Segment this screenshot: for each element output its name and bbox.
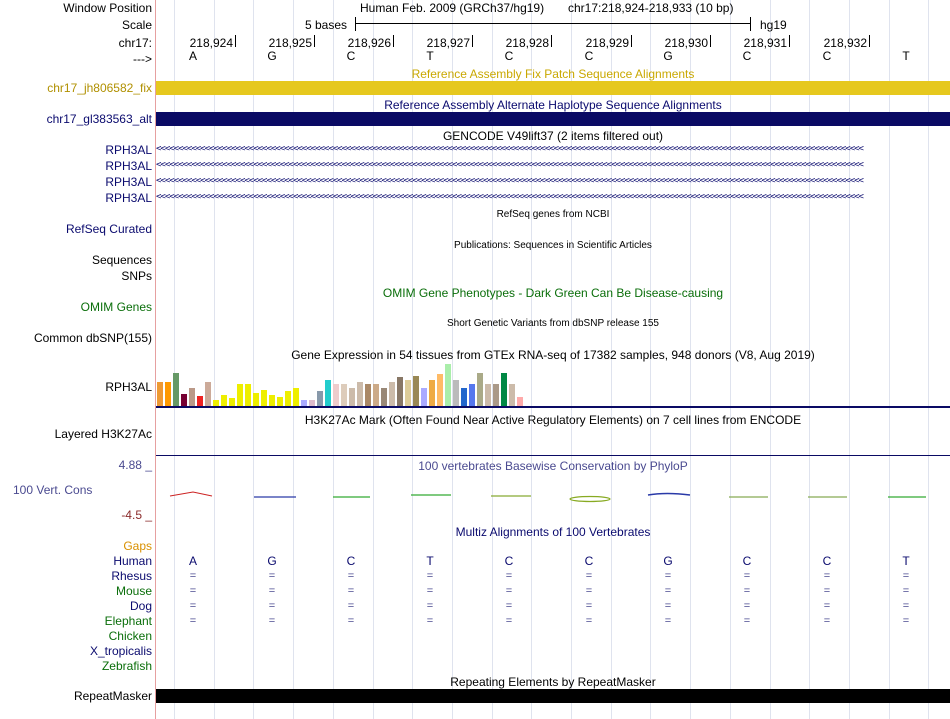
- gtex-tissue-bar[interactable]: [221, 395, 227, 406]
- alignment-match: =: [426, 615, 434, 627]
- species-label[interactable]: Elephant: [104, 614, 152, 628]
- ruler-tick: [631, 35, 632, 47]
- position-info: chr17:218,924-218,933 (10 bp): [568, 1, 734, 15]
- gtex-tissue-bar[interactable]: [205, 382, 211, 406]
- alt-haplo-bar[interactable]: [156, 112, 950, 126]
- alignment-match: =: [743, 570, 751, 582]
- h3k27ac-title: H3K27Ac Mark (Often Found Near Active Regulatory Elements) on 7 cell lines from ENCODE: [304, 413, 802, 427]
- scale-bar-right-tick: [750, 17, 751, 31]
- gtex-tissue-bar[interactable]: [357, 382, 363, 406]
- gtex-title: Gene Expression in 54 tissues from GTEx RNA-seq of 17382 samples, 948 donors (V8, Aug 2019): [291, 348, 815, 362]
- gtex-tissue-bar[interactable]: [293, 388, 299, 406]
- scale-bar: [355, 23, 751, 24]
- multiz-gaps-label: Gaps: [123, 539, 152, 553]
- human-base: T: [902, 554, 910, 568]
- ruler-tick: [472, 35, 473, 47]
- dbsnp-label[interactable]: Common dbSNP(155): [33, 331, 152, 345]
- gtex-baseline: [156, 406, 950, 408]
- alt-haplo-title: Reference Assembly Alternate Haplotype Sequence Alignments: [384, 98, 722, 112]
- refseq-title: RefSeq genes from NCBI: [496, 209, 610, 220]
- alignment-match: =: [902, 585, 910, 597]
- ruler-base: C: [504, 49, 514, 63]
- human-base: C: [504, 554, 514, 568]
- alignment-match: =: [902, 600, 910, 612]
- gencode-gene-label[interactable]: RPH3AL: [105, 143, 152, 157]
- phylop-min-label: -4.5 _: [121, 508, 152, 522]
- alignment-match: =: [268, 600, 276, 612]
- ruler-tick: [235, 35, 236, 47]
- alignment-match: =: [823, 585, 831, 597]
- gtex-tissue-bar[interactable]: [317, 391, 323, 406]
- alignment-match: =: [505, 585, 513, 597]
- gencode-transcript[interactable]: <<<<<<<<<<<<<<<<<<<<<<<<<<<<<<<<<<<<<<<<<<<<<<<<<<<<<<<<<<<<<<<<<<<<<<<<<<<<<<<<<<<<<<<<<<<<<<<<<<<<<<<<<<<<<<<<<<<<<<<<<<<<<<<<<<<<<<<<<<<<<<<<<<<<<<<<<<<<<<<<: [156, 176, 863, 186]
- gtex-tissue-bar[interactable]: [173, 373, 179, 406]
- gencode-title: GENCODE V49lift37 (2 items filtered out): [442, 129, 664, 143]
- phylop-segment-g2: [648, 494, 690, 496]
- phylop-max-label: 4.88 _: [118, 458, 152, 472]
- alignment-match: =: [823, 570, 831, 582]
- multiz-title: Multiz Alignments of 100 Vertebrates: [455, 525, 651, 539]
- alignment-match: =: [189, 600, 197, 612]
- alignment-match: =: [189, 615, 197, 627]
- gtex-tissue-bar[interactable]: [157, 382, 163, 406]
- gtex-tissue-bar[interactable]: [229, 398, 235, 406]
- phylop-graph[interactable]: [156, 482, 950, 506]
- omim-title: OMIM Gene Phenotypes - Dark Green Can Be Disease-causing: [382, 286, 724, 300]
- gtex-tissue-bar[interactable]: [269, 395, 275, 406]
- ruler-tick: [393, 35, 394, 47]
- gencode-transcript[interactable]: <<<<<<<<<<<<<<<<<<<<<<<<<<<<<<<<<<<<<<<<<<<<<<<<<<<<<<<<<<<<<<<<<<<<<<<<<<<<<<<<<<<<<<<<<<<<<<<<<<<<<<<<<<<<<<<<<<<<<<<<<<<<<<<<<<<<<<<<<<<<<<<<<<<<<<<<<<<<<<<<: [156, 144, 863, 154]
- phylop-label[interactable]: 100 Vert. Cons: [13, 483, 93, 497]
- gtex-tissue-bar[interactable]: [445, 364, 451, 406]
- gencode-gene-label[interactable]: RPH3AL: [105, 159, 152, 173]
- species-label[interactable]: Zebrafish: [101, 659, 152, 673]
- human-base: C: [346, 554, 356, 568]
- gtex-tissue-bar[interactable]: [429, 380, 435, 406]
- phylop-segment-c3: [570, 497, 610, 502]
- human-base: T: [426, 554, 434, 568]
- fix-patch-label[interactable]: chr17_jh806582_fix: [47, 81, 152, 95]
- ruler-base: G: [663, 49, 673, 63]
- alignment-match: =: [268, 570, 276, 582]
- window-position-label: Window Position: [63, 1, 152, 15]
- gencode-transcript[interactable]: <<<<<<<<<<<<<<<<<<<<<<<<<<<<<<<<<<<<<<<<<<<<<<<<<<<<<<<<<<<<<<<<<<<<<<<<<<<<<<<<<<<<<<<<<<<<<<<<<<<<<<<<<<<<<<<<<<<<<<<<<<<<<<<<<<<<<<<<<<<<<<<<<<<<<<<<<<<<<<<<: [156, 192, 863, 202]
- gtex-tissue-bar[interactable]: [509, 384, 515, 406]
- gtex-tissue-bar[interactable]: [389, 382, 395, 406]
- alignment-match: =: [585, 570, 593, 582]
- gtex-tissue-bar[interactable]: [517, 397, 523, 406]
- gtex-tissue-bar[interactable]: [437, 374, 443, 406]
- gtex-tissue-bar[interactable]: [397, 377, 403, 406]
- alignment-match: =: [585, 600, 593, 612]
- gtex-tissue-bar[interactable]: [245, 384, 251, 406]
- gtex-tissue-bar[interactable]: [485, 384, 491, 406]
- gtex-tissue-bar[interactable]: [189, 388, 195, 406]
- gtex-tissue-bar[interactable]: [285, 391, 291, 406]
- publications-sequences-label[interactable]: Sequences: [91, 253, 152, 267]
- phylop-title: 100 vertebrates Basewise Conservation by PhyloP: [418, 459, 688, 473]
- gencode-gene-label[interactable]: RPH3AL: [105, 175, 152, 189]
- gtex-tissue-bar[interactable]: [413, 376, 419, 406]
- human-base: A: [188, 554, 197, 568]
- human-base: C: [742, 554, 752, 568]
- gtex-tissue-bar[interactable]: [501, 373, 507, 406]
- assembly-info: Human Feb. 2009 (GRCh37/hg19): [360, 1, 545, 15]
- alignment-match: =: [426, 600, 434, 612]
- alignment-match: =: [268, 615, 276, 627]
- ruler-base: C: [822, 49, 832, 63]
- alignment-match: =: [189, 585, 197, 597]
- gtex-tissue-bar[interactable]: [333, 384, 339, 406]
- species-label[interactable]: Rhesus: [111, 569, 152, 583]
- ruler-base: C: [742, 49, 752, 63]
- alignment-match: =: [347, 615, 355, 627]
- chrom-label: chr17:: [118, 36, 152, 50]
- gencode-gene-label[interactable]: RPH3AL: [105, 191, 152, 205]
- ruler-base: A: [188, 49, 197, 63]
- gtex-tissue-bar[interactable]: [421, 388, 427, 406]
- alignment-match: =: [664, 585, 672, 597]
- fix-patch-title: Reference Assembly Fix Patch Sequence Alignments: [411, 67, 695, 81]
- gtex-tissue-bar[interactable]: [493, 384, 499, 406]
- ruler-base: C: [346, 49, 356, 63]
- ruler-coordinate: 218,931: [743, 36, 787, 50]
- human-base: C: [584, 554, 594, 568]
- gtex-tissue-bar[interactable]: [405, 380, 411, 406]
- alignment-match: =: [743, 600, 751, 612]
- refseq-label[interactable]: RefSeq Curated: [65, 222, 152, 236]
- gtex-gene-label[interactable]: RPH3AL: [105, 380, 152, 394]
- gtex-tissue-bar[interactable]: [261, 390, 267, 406]
- alignment-match: =: [664, 615, 672, 627]
- ruler-coordinate: 218,932: [823, 36, 867, 50]
- ruler-tick: [710, 35, 711, 47]
- ruler-base: T: [902, 49, 910, 63]
- alignment-match: =: [189, 570, 197, 582]
- species-label[interactable]: X_tropicalis: [89, 644, 152, 658]
- gtex-tissue-bar[interactable]: [253, 393, 259, 406]
- scale-text: 5 bases: [305, 18, 348, 32]
- alignment-match: =: [505, 600, 513, 612]
- gtex-tissue-bar[interactable]: [165, 382, 171, 406]
- alignment-match: =: [505, 570, 513, 582]
- alignment-match: =: [347, 585, 355, 597]
- alignment-match: =: [585, 615, 593, 627]
- human-base: G: [663, 554, 673, 568]
- alignment-match: =: [664, 570, 672, 582]
- h3k27ac-label[interactable]: Layered H3K27Ac: [54, 427, 152, 441]
- gtex-bar-chart[interactable]: [156, 362, 536, 406]
- species-label[interactable]: Mouse: [115, 584, 152, 598]
- gtex-tissue-bar[interactable]: [453, 380, 459, 406]
- ruler-coordinate: 218,924: [189, 36, 233, 50]
- ruler-base: G: [267, 49, 277, 63]
- human-base: G: [267, 554, 277, 568]
- human-base: C: [822, 554, 832, 568]
- alignment-match: =: [664, 600, 672, 612]
- gtex-tissue-bar[interactable]: [381, 388, 387, 406]
- track-data-area[interactable]: [156, 0, 950, 719]
- gtex-tissue-bar[interactable]: [469, 384, 475, 406]
- repeatmasker-title: Repeating Elements by RepeatMasker: [450, 675, 656, 689]
- alignment-match: =: [743, 585, 751, 597]
- ruler-coordinate: 218,926: [347, 36, 391, 50]
- alignment-match: =: [823, 615, 831, 627]
- ruler-base: T: [426, 49, 434, 63]
- h3k27ac-baseline: [156, 455, 950, 456]
- gtex-tissue-bar[interactable]: [197, 396, 203, 406]
- species-label[interactable]: Chicken: [108, 629, 152, 643]
- ruler-tick: [869, 35, 870, 47]
- alignment-match: =: [347, 600, 355, 612]
- repeatmasker-label[interactable]: RepeatMasker: [73, 689, 152, 703]
- scale-label: Scale: [121, 18, 152, 32]
- alignment-match: =: [505, 615, 513, 627]
- gtex-tissue-bar[interactable]: [237, 384, 243, 406]
- ruler-coordinate: 218,930: [664, 36, 708, 50]
- gtex-tissue-bar[interactable]: [477, 373, 483, 406]
- ruler-tick: [789, 35, 790, 47]
- ruler-coordinate: 218,925: [268, 36, 312, 50]
- dbsnp-title: Short Genetic Variants from dbSNP release 155: [447, 318, 659, 329]
- genome-name: hg19: [760, 18, 787, 32]
- gencode-transcript[interactable]: <<<<<<<<<<<<<<<<<<<<<<<<<<<<<<<<<<<<<<<<<<<<<<<<<<<<<<<<<<<<<<<<<<<<<<<<<<<<<<<<<<<<<<<<<<<<<<<<<<<<<<<<<<<<<<<<<<<<<<<<<<<<<<<<<<<<<<<<<<<<<<<<<<<<<<<<<<<<<<<<: [156, 160, 863, 170]
- publications-snps-label[interactable]: SNPs: [121, 269, 152, 283]
- scale-bar-left-tick: [355, 17, 356, 31]
- alt-haplo-label[interactable]: chr17_gl383563_alt: [46, 112, 152, 126]
- gtex-tissue-bar[interactable]: [365, 384, 371, 406]
- species-label[interactable]: Human: [113, 554, 152, 568]
- alignment-match: =: [268, 585, 276, 597]
- publications-title: Publications: Sequences in Scientific Articles: [454, 240, 652, 251]
- alignment-match: =: [902, 570, 910, 582]
- alignment-match: =: [426, 570, 434, 582]
- track-labels: [0, 0, 155, 719]
- gtex-tissue-bar[interactable]: [461, 388, 467, 406]
- alignment-match: =: [347, 570, 355, 582]
- alignment-match: =: [902, 615, 910, 627]
- alignment-match: =: [823, 600, 831, 612]
- ruler-tick: [551, 35, 552, 47]
- ruler-coordinate: 218,928: [505, 36, 549, 50]
- ruler-coordinate: 218,929: [585, 36, 629, 50]
- alignment-match: =: [426, 585, 434, 597]
- strand-label: --->: [133, 52, 152, 66]
- gtex-tissue-bar[interactable]: [181, 394, 187, 406]
- ruler-tick: [314, 35, 315, 47]
- phylop-peak-a: [170, 492, 212, 496]
- omim-label[interactable]: OMIM Genes: [80, 300, 152, 314]
- gtex-tissue-bar[interactable]: [349, 388, 355, 406]
- gtex-tissue-bar[interactable]: [373, 384, 379, 406]
- gtex-tissue-bar[interactable]: [325, 380, 331, 406]
- fix-patch-bar[interactable]: [156, 81, 950, 95]
- ruler-coordinate: 218,927: [426, 36, 470, 50]
- gtex-tissue-bar[interactable]: [277, 397, 283, 406]
- ruler-base: C: [584, 49, 594, 63]
- gtex-tissue-bar[interactable]: [341, 384, 347, 406]
- alignment-match: =: [585, 585, 593, 597]
- species-label[interactable]: Dog: [129, 599, 152, 613]
- repeatmasker-bar[interactable]: [156, 689, 950, 703]
- alignment-match: =: [743, 615, 751, 627]
